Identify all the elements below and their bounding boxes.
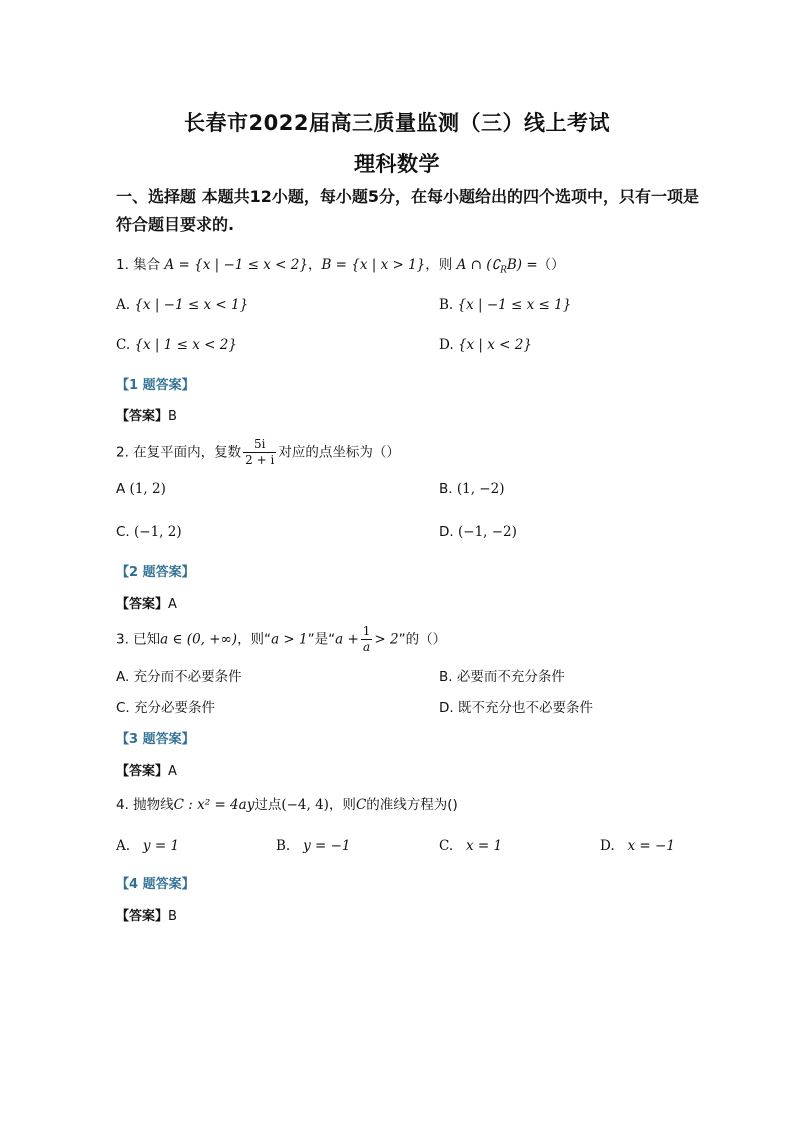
option-label: C. [439, 838, 454, 854]
question-2-suffix: 对应的点坐标为（） [278, 444, 400, 461]
option-text: (1, −2) [456, 481, 505, 497]
question-4-answer [116, 905, 177, 924]
question-3-q-2: > 2 [374, 631, 399, 648]
question-1-suffix: =（） [526, 257, 565, 273]
option-text: y = −1 [303, 838, 351, 854]
question-4-mid-2: ，则 [328, 797, 356, 813]
page-subtitle: 理科数学 [354, 152, 440, 176]
question-1-expr: A ∩ (∁ [456, 257, 501, 273]
question-3-option-a [116, 665, 242, 685]
page-title: 长春市2022届高三质量监测（三）线上考试 [184, 111, 610, 135]
question-2-answer [116, 593, 177, 612]
option-text: y = 1 [142, 838, 180, 854]
fraction-numerator: 5i [243, 437, 276, 453]
option-text: 充分而不必要条件 [133, 669, 242, 685]
question-4-mid: 过点 [254, 797, 282, 813]
option-label: A. [116, 838, 131, 854]
question-3-q-1: a + [335, 631, 359, 648]
option-label: C. [116, 700, 130, 716]
answer-label: 【答案】 [116, 909, 169, 924]
section-heading [116, 183, 716, 239]
question-3-prefix: 3. 已知 [116, 631, 161, 648]
question-4 [116, 793, 458, 813]
question-1-sub: R [500, 265, 507, 276]
option-label: D. [439, 700, 454, 716]
question-2-option-b [439, 481, 504, 497]
question-1-set-a: A = {x | −1 ≤ x < 2} [164, 257, 308, 273]
answer-label: 【答案】 [116, 764, 169, 779]
option-label: A. [116, 669, 130, 685]
question-4-c: C [355, 797, 367, 813]
question-3-option-c [116, 696, 215, 716]
option-text: {x | x < 2} [457, 337, 532, 353]
option-label: D. [600, 838, 615, 854]
section-heading-line-2: 符合题目要求的. [116, 215, 235, 234]
question-3 [116, 624, 446, 655]
answer-label: 【答案】 [116, 597, 169, 612]
option-label: B. [439, 669, 453, 685]
option-text: {x | 1 ≤ x < 2} [134, 337, 237, 353]
option-label: B. [439, 481, 453, 497]
option-label: C. [116, 337, 131, 353]
question-1-answer-tag: 【1 题答案】 [116, 378, 195, 393]
question-2-option-c [116, 524, 182, 540]
option-text: 既不充分也不必要条件 [457, 700, 593, 716]
option-text: 充分必要条件 [134, 700, 216, 716]
question-4-answer-tag: 【4 题答案】 [116, 877, 195, 892]
question-2-answer-tag: 【2 题答案】 [116, 565, 195, 580]
question-1-set-b: B = {x | x > 1} [321, 257, 426, 273]
option-text: (−1, −2) [457, 524, 517, 540]
question-1-option-c [116, 337, 237, 353]
fraction-denominator: 2 + i [245, 453, 275, 467]
question-2-fraction [243, 437, 276, 468]
section-heading-line-1: 一、选择题 本题共12小题，每小题5分，在每小题给出的四个选项中，只有一项是 [116, 187, 699, 206]
question-1 [116, 253, 565, 276]
option-text: (1, 2) [129, 481, 166, 497]
option-label: A [116, 481, 126, 497]
question-4-curve: C : x² = 4ay [173, 797, 255, 813]
question-4-option-c [439, 838, 502, 854]
option-label: C. [116, 524, 130, 540]
option-text: x = −1 [627, 838, 675, 854]
question-1-option-a [116, 297, 248, 313]
option-text: x = 1 [466, 838, 503, 854]
option-label: D. [439, 337, 454, 353]
question-4-suffix: 的准线方程为() [366, 797, 458, 813]
question-4-option-b [276, 838, 351, 854]
question-1-mid: ，则 [425, 257, 453, 273]
question-3-option-d [439, 696, 593, 716]
question-1-answer [116, 405, 177, 424]
option-label: B. [276, 838, 291, 854]
question-2-option-a [116, 481, 166, 497]
question-1-prefix: 1. 集合 [116, 257, 161, 273]
fraction-numerator: 1 [362, 624, 371, 638]
answer-value: A [168, 597, 177, 612]
option-label: B. [439, 297, 454, 313]
option-text: {x | −1 ≤ x ≤ 1} [457, 297, 572, 313]
question-4-option-d [600, 838, 675, 854]
question-3-suffix: ”的（） [398, 631, 447, 648]
question-4-prefix: 4. 抛物线 [116, 797, 174, 813]
option-text: (−1, 2) [134, 524, 182, 540]
question-4-point: (−4, 4) [281, 797, 329, 813]
option-label: A. [116, 297, 131, 313]
question-2 [116, 437, 400, 468]
question-4-option-a [116, 838, 179, 854]
answer-value: A [168, 764, 177, 779]
question-2-option-d [439, 524, 517, 540]
question-2-prefix: 2. 在复平面内，复数 [116, 444, 242, 461]
question-3-condition: a ∈ (0, +∞) [160, 631, 238, 648]
question-1-option-d [439, 337, 532, 353]
question-3-answer [116, 760, 177, 779]
question-3-option-b [439, 665, 565, 685]
answer-value: B [168, 409, 177, 424]
question-3-fraction [361, 624, 373, 655]
question-1-expr-2: B) [506, 257, 523, 273]
option-text: {x | −1 ≤ x < 1} [134, 297, 249, 313]
answer-value: B [168, 909, 177, 924]
question-3-mid-1: ，则“ [237, 631, 272, 648]
question-1-comma: ， [307, 257, 322, 273]
answer-label: 【答案】 [116, 409, 169, 424]
option-text: 必要而不充分条件 [456, 669, 565, 685]
option-label: D. [439, 524, 454, 540]
fraction-denominator: a [363, 640, 371, 654]
question-3-p: a > 1 [271, 631, 308, 648]
question-1-option-b [439, 297, 571, 313]
question-3-mid-2: ”是“ [307, 631, 336, 648]
question-3-answer-tag: 【3 题答案】 [116, 732, 195, 747]
